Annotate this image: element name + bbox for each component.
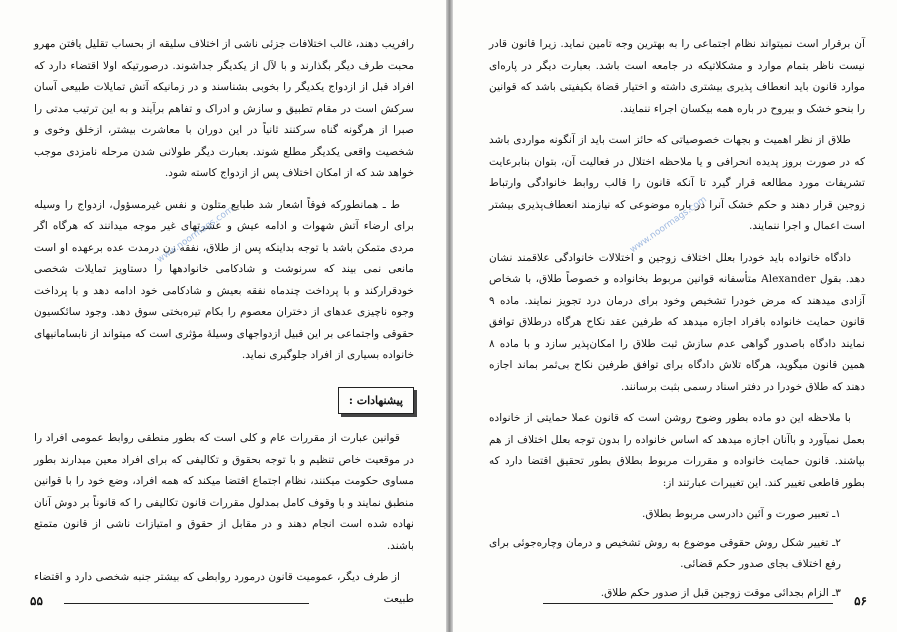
right-paragraph-1: آن برقرار است نمیتواند نظام اجتماعی را به بهترین وجه تامین نماید. زیرا قانون قادر نیست ناظر بتمام موارد و مشکلاتیکه در جامعه است باشد. بعبارت دیگر در پاره‌ای موارد قانون باید انعطاف پذیری بیشتری داشته و اختیار قضاة بکیفیتی باشد که قوانین را بنحو خشک و بیروح در باره همه بیکسان اجراء ننمایند. xyxy=(489,38,865,115)
right-page xyxy=(453,0,897,632)
list-item: ۲ـ تغییر شکل روش حقوقی موضوع به روش تشخیص و درمان وچاره‌جوئی برای رفع اختلاف بجای صدور حکم قضائی. xyxy=(489,536,841,570)
left-footer xyxy=(24,596,419,610)
left-paragraph-4: از طرف دیگر، عمومیت قانون درمورد روابطی که بیشتر جنبه شخصی دارد و اقتضاء طبیعت xyxy=(34,571,414,605)
right-page-text xyxy=(489,34,865,611)
left-page xyxy=(0,0,446,632)
list-item: ۳ـ الزام بجدائی موقت زوجین قبل از صدور حکم طلاق. xyxy=(600,586,841,599)
left-paragraph-2: ط ـ همانطورکه فوقاً اشعار شد طبایع متلون و نفس غیرمسؤول، ازدواج را وسیله برای ارضاء آتش شهوات و ادامه عیش و عشرتهای غیر موجه میدانند که هرگاه اگر مردی متمکن باشد با توجه بداینکه پس از طلاق، نفقه زن درمدت عده برعهده او است مانعی نمی بیند که سرنوشت و شادکامی خانوادهها را دستاویز تمایلات شخصی خودقرارکند و با پرداخت چندماه نفقه بعیش و شادکامی خود ادامه دهد و با پرداخت وجوه ناچیزی عدهای از دختران معصوم را بکام تیره‌بختی سوق دهد. وجود سائکسیون حقوقی واجتماعی بر این قبیل ازدواجهای وسیلهٔ مؤثری است که میتواند از نابسامانیهای خانواده بسیاری از افراد جلوگیری نماید. xyxy=(34,198,414,361)
right-page-number: ۵۶ xyxy=(854,594,867,608)
watermark: www.noormags.com xyxy=(155,204,236,266)
list-item: ۱ـ تعبیر صورت و آئین دادرسی مربوط بطلاق. xyxy=(642,508,841,520)
left-paragraph-1: رافریب دهند، غالب اختلافات جزئی ناشی از اختلاف سلیقه از بحساب تقلیل یافتن مهرو محبت طرف دیگر بگذارند و با لآل از یکدیگر جداشوند. درصورتیکه اولا اقتضاء دارد که افراد قبل از ازدواج یکدیگر را بخوبی بشناسند و در زمانیکه آتش تمایلات طبیعی آسان سرکش است در مقام تطبیق و سازش و ادراک و تفاهم برآیند و به این ترتیب مدتی را صبرا از هرگونه گناه سرکنند ثانیاً در این دوران با معاشرت بیشتر، ازخلق وخوی و شخصیت واقعی یکدیگر مطلع شوند. بعبارت دیگر طولانی شدن مرحله نامزدی موجب خواهد شد که از امکان اختلاف پس از ازدواج کاسته شود. xyxy=(34,38,414,179)
left-paragraph-3: قوانین عبارت از مقررات عام و کلی است که بطور منطقی روابط عمومی افراد را در موقعیت خاص تنظیم و با توجه بحقوق و تکالیفی که برای افراد معین میدارند بطور مساوی حکومت میکنند، نظام اجتماع اقتضا میکند که همه افراد، وضع خود را با قوانین منطبق نمایند و با وقوف کامل بمدلول مقررات قانون تکالیفی را که قانوناً بر دوش آنان نهاده شده است انجام دهند و در مقابل از حقوق و امتیازات ناشی از قانون متمتع باشند. xyxy=(34,432,414,552)
watermark: www.noormags.com xyxy=(628,194,709,256)
suggestions-heading-wrap xyxy=(34,377,414,429)
right-footer xyxy=(473,596,873,610)
right-paragraph-4: با ملاحظه این دو ماده بطور وضوح روشن است که قانون عملا حمایتی از خانواده بعمل نمیآورد و باآنان اجازه میدهد که اساس خانواده را بدون توجه بعلل اختلاف از هم بپاشند. قانون حمایت خانواده و مقررات مربوط بطلاق بطور تحقیق اقتضا دارد که بطور قاطعی تغییر کند. این تغییرات عبارتند از: xyxy=(489,412,865,489)
right-paragraph-2: طلاق از نظر اهمیت و بجهات خصوصیاتی که حائز است باید از آنگونه مواردی باشد که در صورت بروز پدیده انحرافی و یا ملاحظه اختلال در فعالیت آن، بتوان بنابرعایت تشریفات مورد مطالعه قرار گیرد تا آنکه قانون را قالب روابط خانوادگی وارتباط زوجین قرار دهند و حکم خشک آنرا در باره موضوعی که نیازمند انعطاف‌پذیری بیشتر است اعمال و اجرا ننمایند. xyxy=(489,134,865,232)
left-page-text xyxy=(34,34,414,620)
left-page-number: ۵۵ xyxy=(30,594,43,608)
suggestions-heading: پیشنهادات : xyxy=(338,387,414,415)
book-gutter xyxy=(446,0,453,632)
right-paragraph-3: دادگاه خانواده باید خودرا بعلل اختلاف زوجین و اختلالات خانوادگی علاقمند نشان دهد. بقول Alexander متأسفانه قوانین مربوط بخانواده و خصوصاً طلاق، با شخاص آزادی میدهند که مرض خودرا تشخیص وخود برای درمان درد تجویز نمایند. ماده ۹ قانون حمایت خانواده بافراد اجازه میدهد که طرفین عقد نکاح هرگاه درطلاق توافق نمایند دادگاه باصدور گواهی عدم سازش ثبت طلاق را امکان‌پذیر سازد و با ماده ۸ همین قانون میگوید، هرگاه تلاش دادگاه برای توافق طرفین نکاح بی‌ثمر بماند اجازه دهند که طلاق خودرا در دفتر اسناد رسمی بثبت برسانند. xyxy=(489,251,866,393)
changes-list xyxy=(489,504,865,604)
left-footer-rule xyxy=(64,603,309,604)
right-footer-rule xyxy=(543,603,833,604)
